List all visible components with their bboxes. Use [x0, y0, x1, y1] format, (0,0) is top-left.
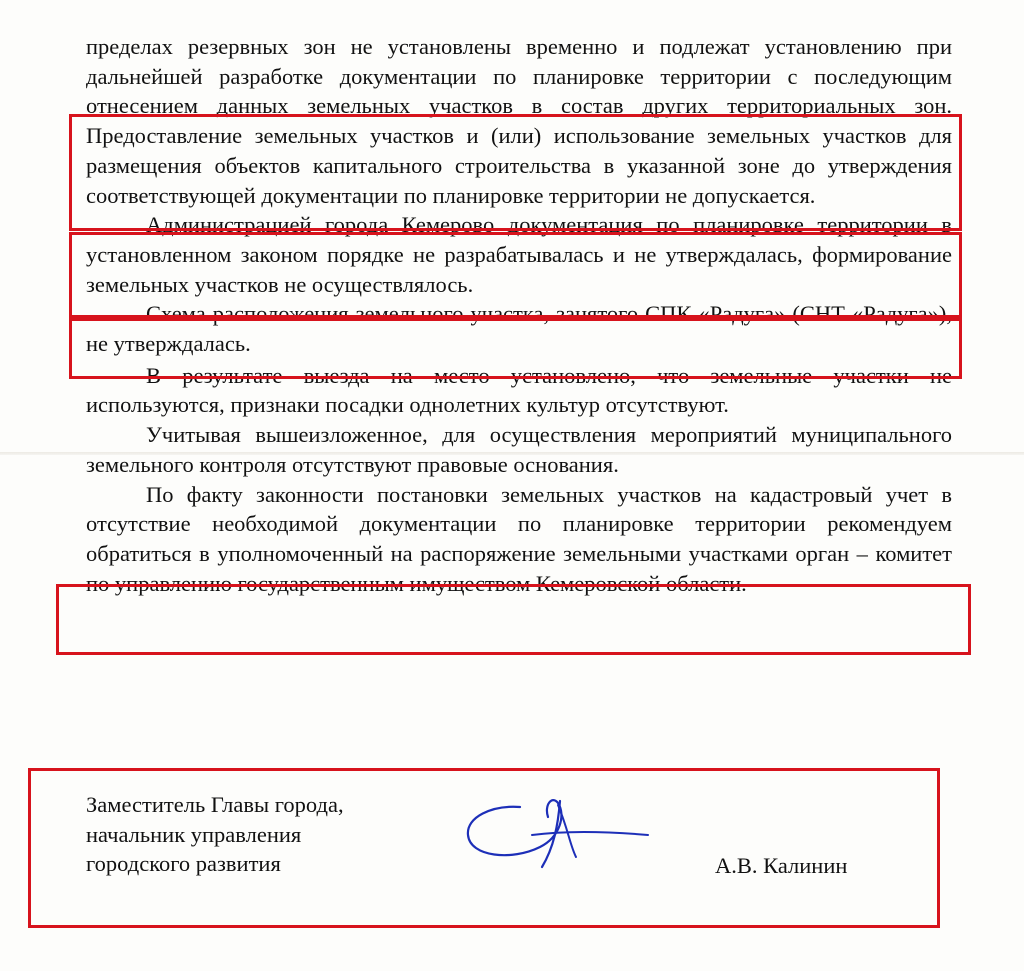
paragraph-3: Схема расположения земельного участка, занятого СПК «Радуга» (СНТ «Радуга»), не утверждалась. [86, 301, 952, 357]
paragraph-5: Учитывая вышеизложенное, для осуществления мероприятий муниципального земельного контроля отсутствуют правовые основания. [86, 422, 952, 477]
body-text [86, 32, 952, 598]
signatory-title [86, 790, 344, 879]
signatory-name: А.В. Калинин [715, 853, 848, 878]
paragraph-4: В результате выезда на место установлено, что земельные участки не используются, признаки посадки однолетних культур отсутствуют. [86, 362, 952, 418]
handwritten-signature [462, 795, 652, 870]
signatory-title-line-2: начальник управления [86, 821, 302, 847]
signatory-title-line-3: городского развития [86, 851, 281, 876]
paragraph-2: Администрацией города Кемерово документация по планировке территории в установленном законом порядке не разрабатывалась и не утверждалась, формирование земельных участков не осуществлялось. [86, 212, 952, 297]
paragraph-1: пределах резервных зон не установлены временно и подлежат установлению при дальнейшей разработке документации по планировке территории с последующим отнесением данных земельных участков в состав других территориальных зон. Предоставление земельных участков и (или) использование земельных участков для размещения объектов капитального строительства в указанной зоне до утверждения соответствующей документации по планировке территории не допускается. [86, 34, 952, 208]
paragraph-6: По факту законности постановки земельных участков на кадастровый учет в отсутствие необходимой документации по планировке территории рекомендуем обратиться в уполномоченный на распоряжение земельными участками орган – комитет по управлению государственным имуществом Кемеровской области. [86, 481, 952, 596]
signatory-title-line-1: Заместитель Главы города, [86, 792, 344, 817]
